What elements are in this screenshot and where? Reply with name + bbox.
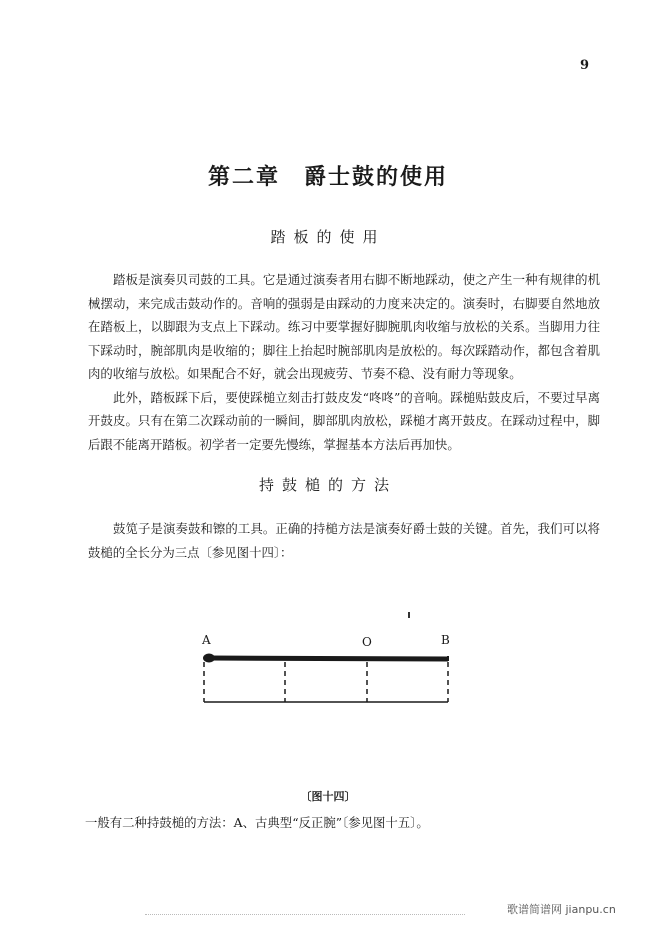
page-number: 9 [580,58,590,73]
stray-mark [408,612,410,618]
label-a: A [202,633,211,647]
paragraph: 此外，踏板踩下后，要使踩槌立刻击打鼓皮发“咚咚”的音响。踩槌贴鼓皮后，不要过早离开鼓皮。只有在第二次踩动前的一瞬间，脚部肌肉放松，踩槌才离开鼓皮。在踩动过程中，脚后跟不能离开踏板。初学者一定要先慢练，掌握基本方法后再加快。 [88,389,600,452]
label-o: O [362,635,372,649]
section-heading-pedal: 踏板的使用 [270,228,386,246]
footer-divider [145,914,465,916]
label-b: B [441,633,450,647]
section-heading-stick: 持鼓槌的方法 [258,476,397,494]
section-stick-body [88,517,600,564]
drumstick-diagram [190,630,460,710]
drumstick-figure [190,630,460,710]
section-pedal-body [88,268,600,456]
stick-shaft [209,658,448,659]
closing-line: 一般有二种持鼓槌的方法：A、古典型“反正腕”〔参见图十五〕。 [85,815,429,830]
watermark-text: 歌谱简谱网 jianpu.cn [507,903,616,916]
paragraph: 鼓笕子是演奏鼓和镲的工具。正确的持槌方法是演奏好爵士鼓的关键。首先，我们可以将鼓槌的全长分为三点〔参见图十四〕： [88,521,600,560]
paragraph: 踏板是演奏贝司鼓的工具。它是通过演奏者用右脚不断地踩动，使之产生一种有规律的机械摆动，来完成击鼓动作的。音响的强弱是由踩动的力度来决定的。演奏时，右脚要自然地放在踏板上，以脚跟为支点上下踩动。练习中要掌握好脚腕肌肉收缩与放松的关系。当脚用力往下踩动时，腕部肌肉是收缩的；脚往上抬起时腕部肌肉是放松的。每次踩踏动作，都包含着肌肉的收缩与放松。如果配合不好，就会出现疲劳、节奏不稳、没有耐力等现象。 [88,272,600,381]
figure-caption: 〔图十四〕 [300,790,356,803]
chapter-title: 第二章 爵士鼓的使用 [207,165,448,190]
